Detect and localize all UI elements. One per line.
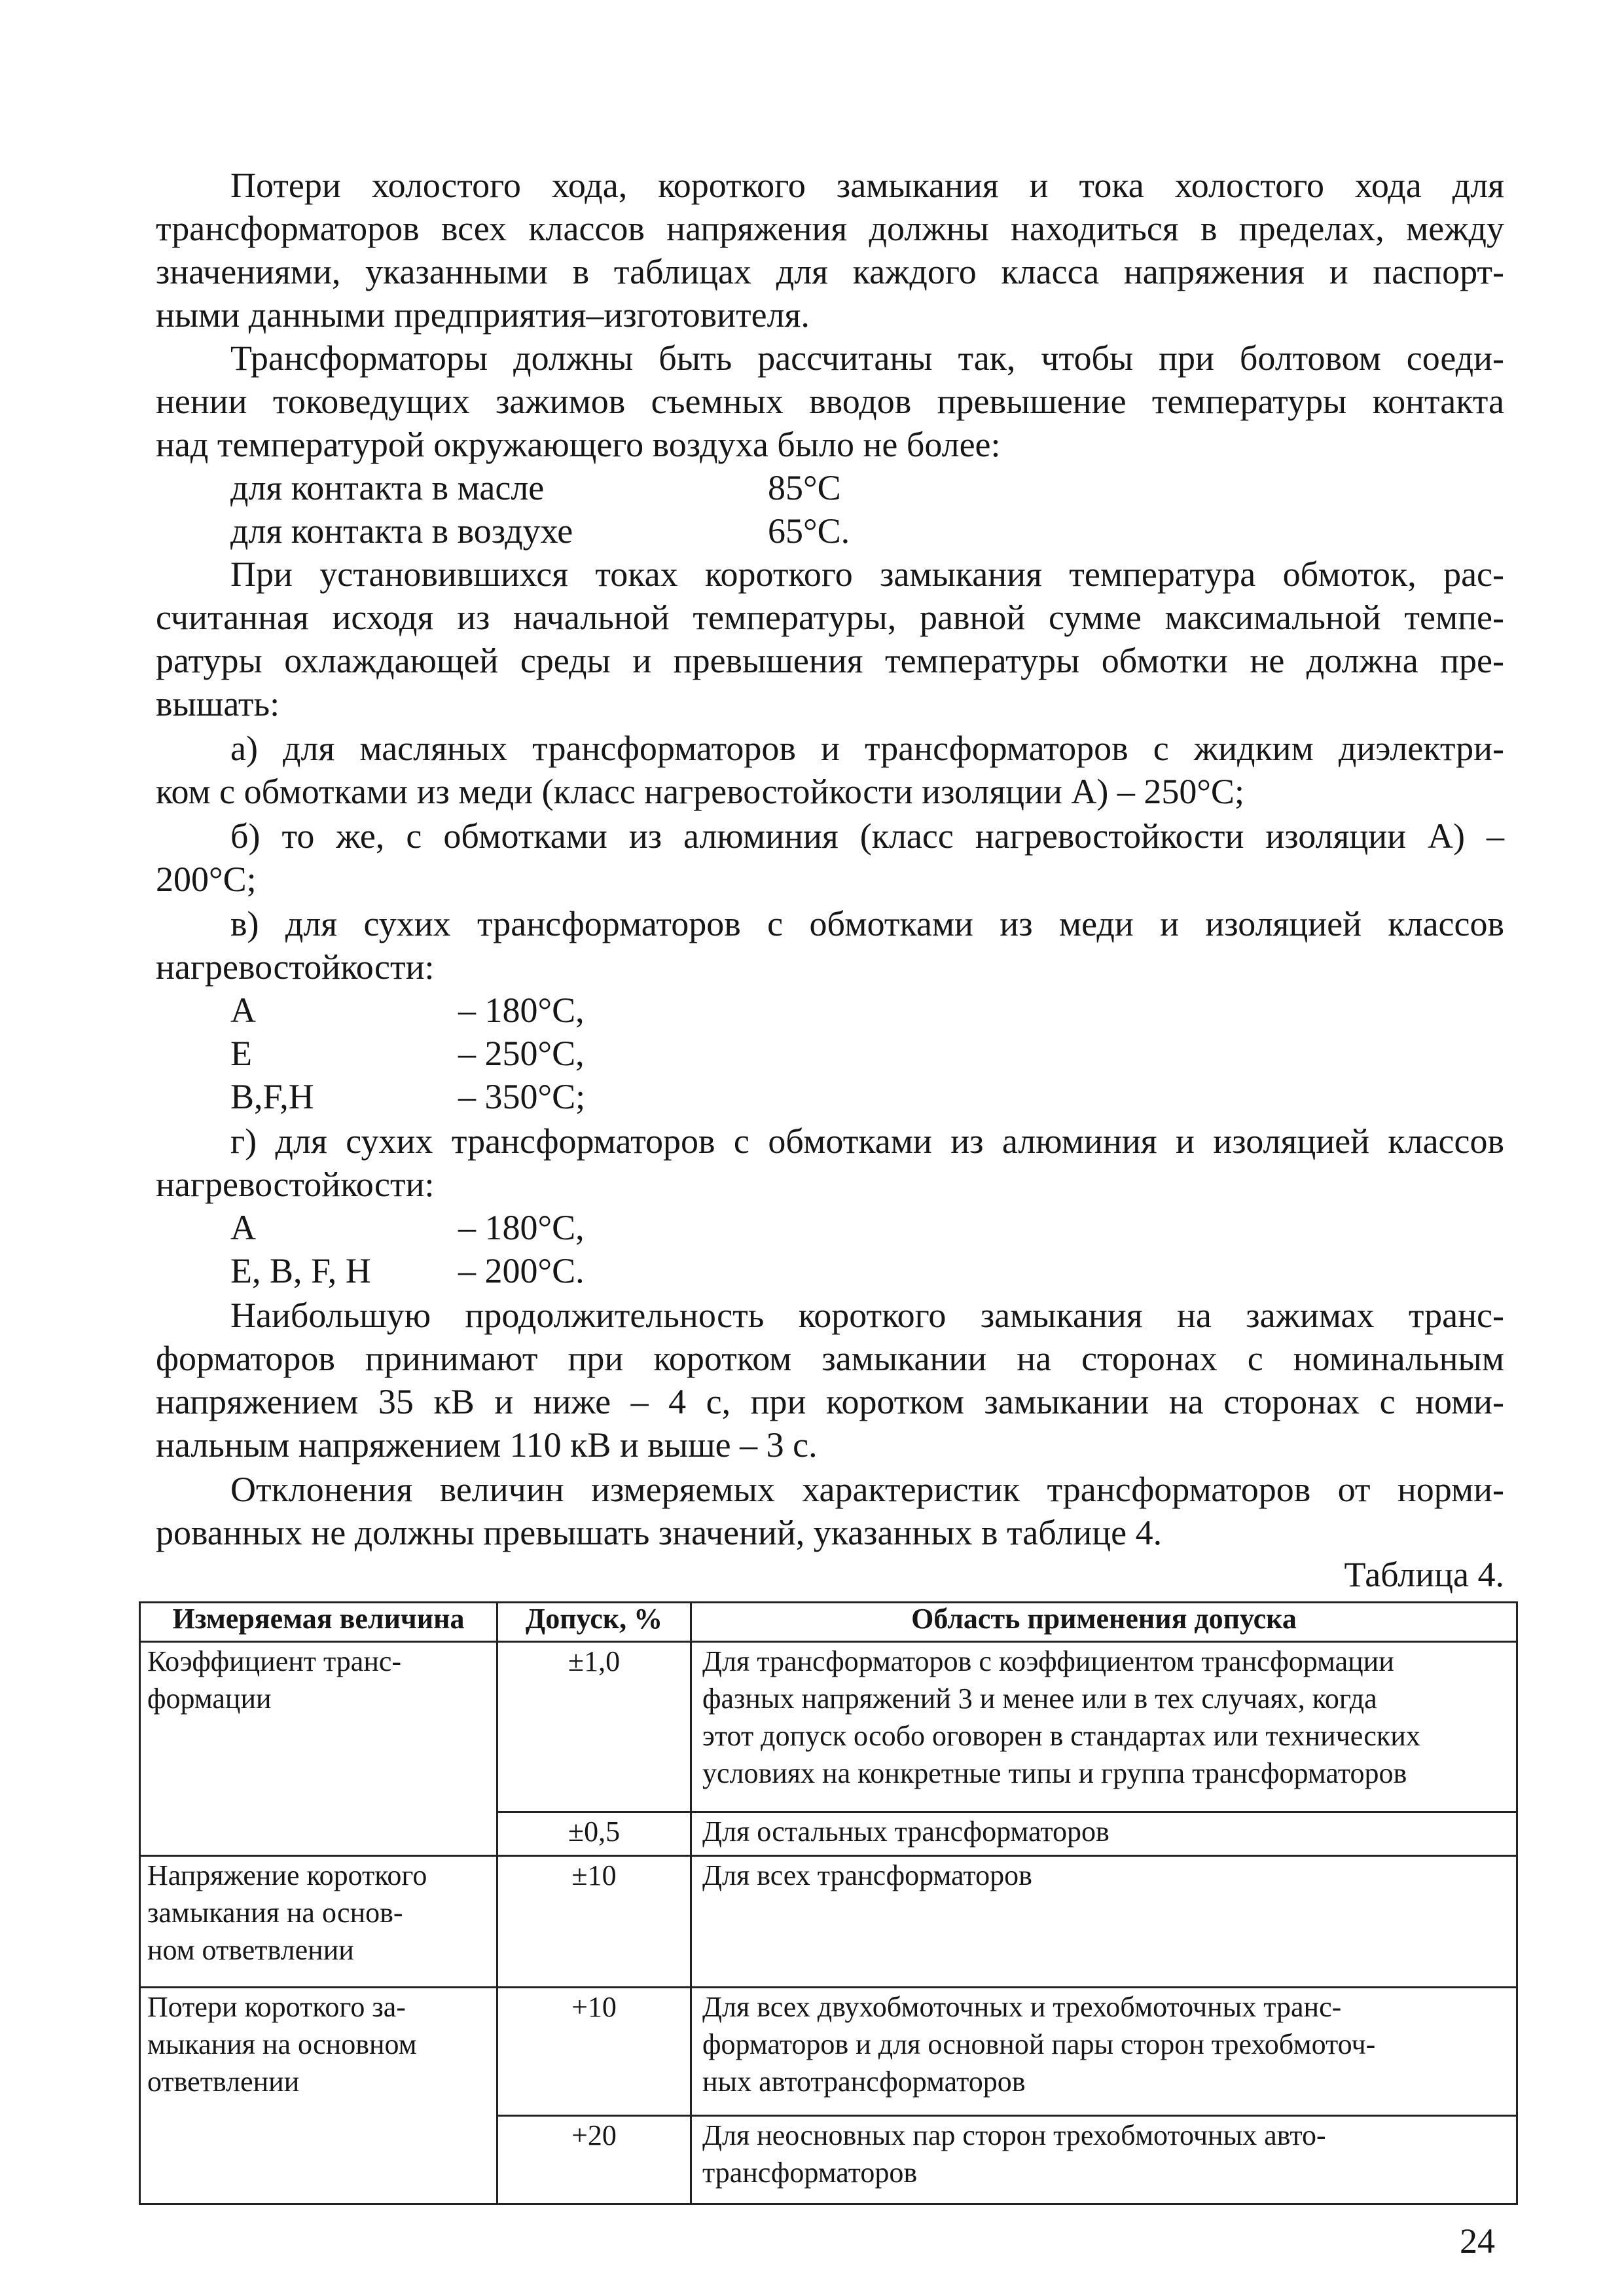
column-header: Допуск, %	[497, 1603, 691, 1642]
insulation-temp: – 180°С,	[458, 1208, 585, 1247]
body-text-line: Трансформаторы должны быть рассчитаны так, чтобы при болтовом соеди-	[230, 338, 1504, 378]
table-row	[140, 1987, 1517, 2115]
insulation-temp: – 350°С;	[458, 1077, 586, 1116]
tolerance-cell: +20	[497, 2115, 691, 2204]
tolerance-cell: +10	[497, 1987, 691, 2115]
insulation-temp: – 180°С,	[458, 991, 585, 1030]
table-caption: Таблица 4.	[1344, 1555, 1504, 1594]
insulation-class: А	[230, 991, 256, 1030]
body-text-line: Отклонения величин измеряемых характеристик трансформаторов от норми-	[230, 1470, 1504, 1509]
body-text-line: При установившихся токах короткого замыкания температура обмоток, рас-	[230, 555, 1504, 594]
contact-limit-value: 65°С.	[768, 511, 850, 551]
scope-cell: Для неосновных пар сторон трехобмоточных авто- трансформаторов	[691, 2115, 1517, 2204]
insulation-temp: – 200°С.	[458, 1251, 585, 1290]
column-header: Измеряемая величина	[140, 1603, 497, 1642]
body-text-line: рованных не должны превышать значений, указанных в таблице 4.	[156, 1513, 1163, 1552]
scope-cell: Для всех трансформаторов	[691, 1856, 1517, 1987]
column-header: Область применения допуска	[691, 1603, 1517, 1642]
scope-cell: Для всех двухобмоточных и трехобмоточных транс- форматоров и для основной пары сторон трехобмоточ- ных автотрансформаторов	[691, 1987, 1517, 2115]
body-text-line: напряжением 35 кВ и ниже – 4 с, при коротком замыкании на сторонах с номи-	[156, 1382, 1504, 1421]
list-item-line: 200°С;	[156, 860, 257, 899]
list-item-line: нагревостойкости:	[156, 947, 435, 987]
insulation-class: Е, В, F, Н	[230, 1251, 371, 1290]
tolerance-cell: ±0,5	[497, 1812, 691, 1856]
contact-limit-value: 85°С	[768, 468, 841, 507]
page-number: 24	[1460, 2221, 1495, 2261]
scope-cell: Для остальных трансформаторов	[691, 1812, 1517, 1856]
tolerance-cell: ±10	[497, 1856, 691, 1987]
quantity-cell: Напряжение короткого замыкания на основ- ном ответвлении	[140, 1856, 497, 1987]
list-item-line: а) для масляных трансформаторов и трансформаторов с жидким диэлектри-	[230, 729, 1504, 768]
contact-limit-label: для контакта в воздухе	[230, 511, 573, 551]
contact-limit-label: для контакта в масле	[230, 468, 545, 507]
quantity-cell: Потери короткого за- мыкания на основном ответвлении	[140, 1987, 497, 2204]
list-item-line: в) для сухих трансформаторов с обмотками из меди и изоляцией классов	[230, 904, 1504, 943]
body-text-line: нении токоведущих зажимов съемных вводов превышение температуры контакта	[156, 382, 1504, 421]
insulation-temp: – 250°С,	[458, 1034, 585, 1073]
body-text-line: ратуры охлаждающей среды и превышения температуры обмотки не должна пре-	[156, 641, 1504, 680]
body-text-line: трансформаторов всех классов напряжения должны находиться в пределах, между	[156, 209, 1504, 248]
body-text-line: нальным напряжением 110 кВ и выше – 3 с.	[156, 1425, 818, 1465]
insulation-class: А	[230, 1208, 256, 1247]
scope-cell: Для трансформаторов с коэффициентом трансформации фазных напряжений 3 и менее или в тех случаях, когда этот допуск особо оговорен в стандартах или технических условиях на конкретные типы и группа трансформаторов	[691, 1641, 1517, 1812]
body-text-line: Наибольшую продолжительность короткого замыкания на зажимах транс-	[230, 1296, 1504, 1335]
list-item-line: г) для сухих трансформаторов с обмотками из алюминия и изоляцией классов	[230, 1121, 1504, 1161]
table-row	[140, 1641, 1517, 1812]
table-row	[140, 1856, 1517, 1987]
list-item-line: нагревостойкости:	[156, 1165, 435, 1204]
body-text-line: форматоров принимают при коротком замыкании на сторонах с номинальным	[156, 1339, 1504, 1378]
quantity-cell: Коэффициент транс- формации	[140, 1641, 497, 1856]
list-item-line: ком с обмотками из меди (класс нагревостойкости изоляции А) – 250°С;	[156, 772, 1244, 811]
body-text-line: ными данными предприятия–изготовителя.	[156, 295, 810, 335]
table-header-row	[140, 1603, 1517, 1642]
tolerance-table	[139, 1601, 1518, 2205]
list-item-line: б) то же, с обмотками из алюминия (класс нагревостойкости изоляции А) –	[230, 816, 1504, 856]
body-text-line: значениями, указанными в таблицах для каждого класса напряжения и паспорт-	[156, 252, 1504, 291]
body-text-line: вышать:	[156, 684, 280, 723]
tolerance-cell: ±1,0	[497, 1641, 691, 1812]
body-text-line: считанная исходя из начальной температуры, равной сумме максимальной темпе-	[156, 598, 1504, 637]
body-text-line: над температурой окружающего воздуха было не более:	[156, 425, 1001, 464]
insulation-class: Е	[230, 1034, 252, 1073]
insulation-class: В,F,Н	[230, 1077, 314, 1116]
body-text-line: Потери холостого хода, короткого замыкания и тока холостого хода для	[230, 166, 1504, 205]
